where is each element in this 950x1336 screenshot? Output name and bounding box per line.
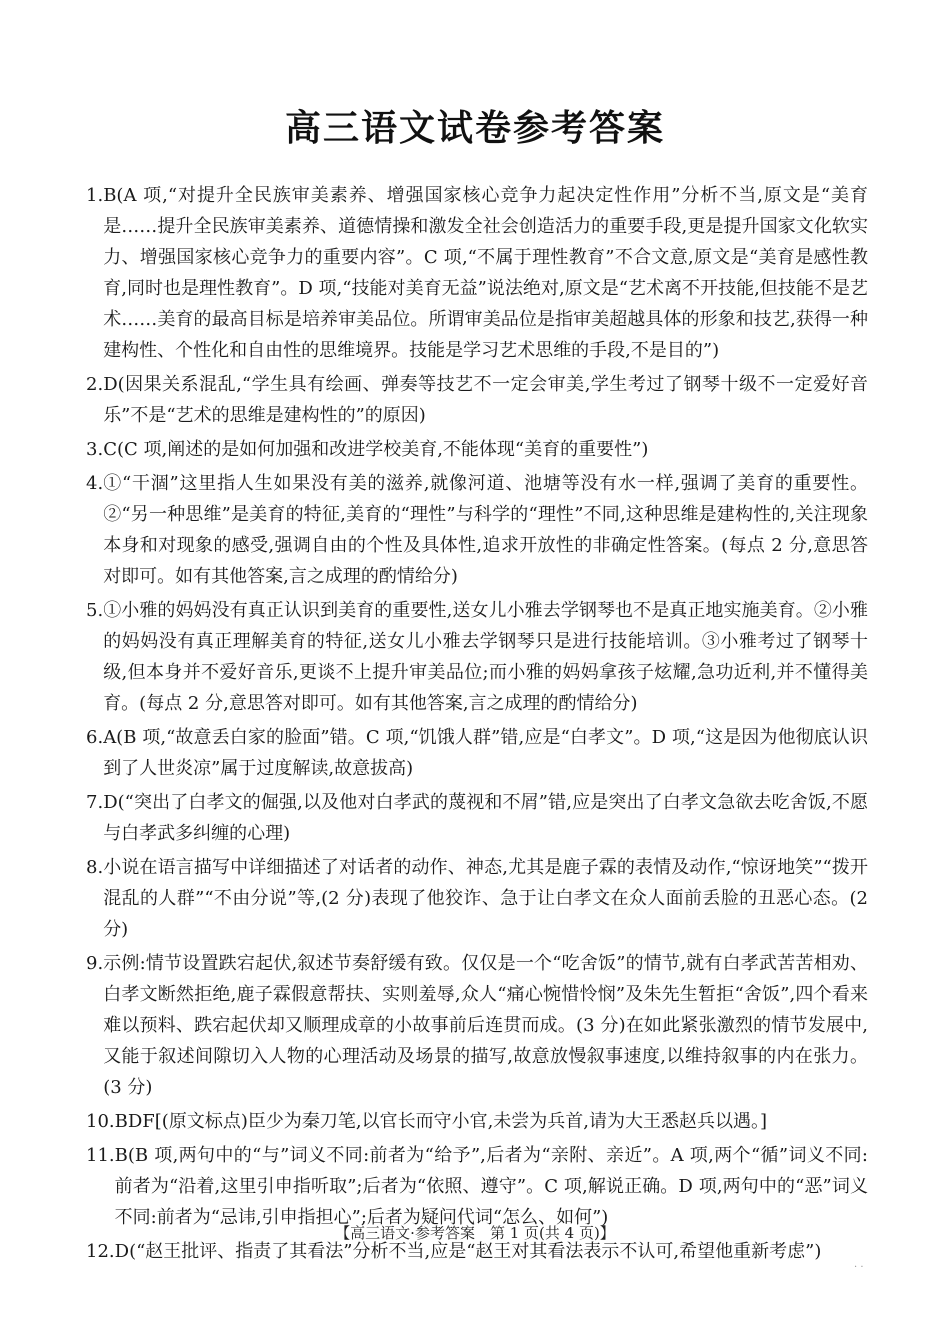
answer-number: 8. — [86, 857, 104, 878]
answer-number: 5. — [86, 600, 104, 621]
answer-text: B(B 项,两句中的“与”词义不同:前者为“给予”,后者为“亲附、亲近”。A 项,两个“循”词义不同:前者为“沿着,这里引申指听取”;后者为“依照、遵守”。C 项,解说正确。D 项,两句中的“恶”词义不同:前者为“忌讳,引申指担心”;后者为疑问代词“怎么、如何”) — [114, 1145, 868, 1228]
page-footer: 【高三语文·参考答案 第 1 页(共 4 页)】 — [335, 1224, 615, 1242]
answer-text: BDF[(原文标点)臣少为秦刀笔,以官长而守小官,未尝为兵首,请为大王悉赵兵以遇。] — [114, 1111, 768, 1132]
answer-item — [86, 787, 868, 849]
answer-number: 3. — [86, 439, 104, 460]
answer-number: 1. — [86, 185, 104, 206]
answer-text: ①“干涸”这里指人生如果没有美的滋养,就像河道、池塘等没有水一样,强调了美育的重要性。②“另一种思维”是美育的特征,美育的“理性”与科学的“理性”不同,这种思维是建构性的,关注现象本身和对现象的感受,强调自由的个性及具体性,追求开放性的非确定性答案。(每点 2 分,意思答对即可。如有其他答案,言之成理的酌情给分) — [103, 473, 868, 587]
answer-item — [86, 595, 868, 719]
answer-item — [86, 852, 868, 945]
answer-number: 11. — [86, 1145, 115, 1166]
answer-text: 小说在语言描写中详细描述了对话者的动作、神态,尤其是鹿子霖的表情及动作,“惊讶地笑”“拨开混乱的人群”“不由分说”等,(2 分)表现了他狡诈、急于让白孝文在众人面前丢脸的丑恶心态。(2 分) — [103, 857, 868, 940]
answer-item — [86, 1106, 868, 1137]
answer-text: A(B 项,“故意丢白家的脸面”错。C 项,“饥饿人群”错,应是“白孝文”。D 项,“这是因为他彻底认识到了人世炎凉”属于过度解读,故意拔高) — [103, 727, 868, 779]
answer-number: 7. — [86, 792, 104, 813]
answer-text: B(A 项,“对提升全民族审美素养、增强国家核心竞争力起决定性作用”分析不当,原文是“美育是……提升全民族审美素养、道德情操和激发全社会创造活力的重要手段,更是提升国家文化软实力、增强国家核心竞争力的重要内容”。C 项,“不属于理性教育”不合文意,原文是“美育是感性教育,同时也是理性教育”。D 项,“技能对美育无益”说法绝对,原文是“艺术离不开技能,但技能不是艺术……美育的最高目标是培养审美品位。所谓审美品位是指审美超越具体的形象和技艺,获得一种建构性、个性化和自由性的思维境界。技能是学习艺术思维的手段,不是目的”) — [103, 185, 868, 361]
answer-number: 12. — [86, 1241, 115, 1262]
answer-number: 9. — [86, 953, 104, 974]
answer-list — [86, 180, 868, 1270]
answer-item — [86, 1140, 868, 1233]
answer-text: 示例:情节设置跌宕起伏,叙述节奏舒缓有致。仅仅是一个“吃舍饭”的情节,就有白孝武苦苦相劝、白孝文断然拒绝,鹿子霖假意帮扶、实则羞辱,众人“痛心惋惜怜悯”及朱先生暂拒“舍饭”,四个看来难以预料、跌宕起伏却又顺理成章的小故事前后连贯而成。(3 分)在如此紧张激烈的情节发展中,又能于叙述间隙切入人物的心理活动及场景的描写,故意放慢叙事速度,以维持叙事的内在张力。(3 分) — [103, 953, 868, 1098]
footer-mark: · · — [854, 1262, 864, 1273]
answer-text: D(“突出了白孝文的倔强,以及他对白孝武的蔑视和不屑”错,应是突出了白孝文急欲去吃舍饭,不愿与白孝武多纠缠的心理) — [103, 792, 868, 844]
answer-item — [86, 722, 868, 784]
answer-item — [86, 180, 868, 366]
answer-number: 6. — [86, 727, 104, 748]
answer-number: 10. — [86, 1111, 115, 1132]
answer-item — [86, 369, 868, 431]
answer-item — [86, 948, 868, 1103]
answer-item — [86, 468, 868, 592]
answer-text: ①小雅的妈妈没有真正认识到美育的重要性,送女儿小雅去学钢琴也不是真正地实施美育。②小雅的妈妈没有真正理解美育的特征,送女儿小雅去学钢琴只是进行技能培训。③小雅考过了钢琴十级,但本身并不爱好音乐,更谈不上提升审美品位;而小雅的妈妈拿孩子炫耀,急功近利,并不懂得美育。(每点 2 分,意思答对即可。如有其他答案,言之成理的酌情给分) — [103, 600, 868, 714]
answer-text: C(C 项,阐述的是如何加强和改进学校美育,不能体现“美育的重要性”) — [103, 439, 649, 460]
answer-number: 2. — [86, 374, 104, 395]
answer-item — [86, 434, 868, 465]
answer-text: D(“赵王批评、指责了其看法”分析不当,应是“赵王对其看法表示不认可,希望他重新考虑”) — [114, 1241, 822, 1262]
answer-number: 4. — [86, 473, 104, 494]
answer-text: D(因果关系混乱,“学生具有绘画、弹奏等技艺不一定会审美,学生考过了钢琴十级不一定爱好音乐”不是“艺术的思维是建构性的”的原因) — [103, 374, 868, 426]
page-title: 高三语文试卷参考答案 — [284, 108, 665, 149]
